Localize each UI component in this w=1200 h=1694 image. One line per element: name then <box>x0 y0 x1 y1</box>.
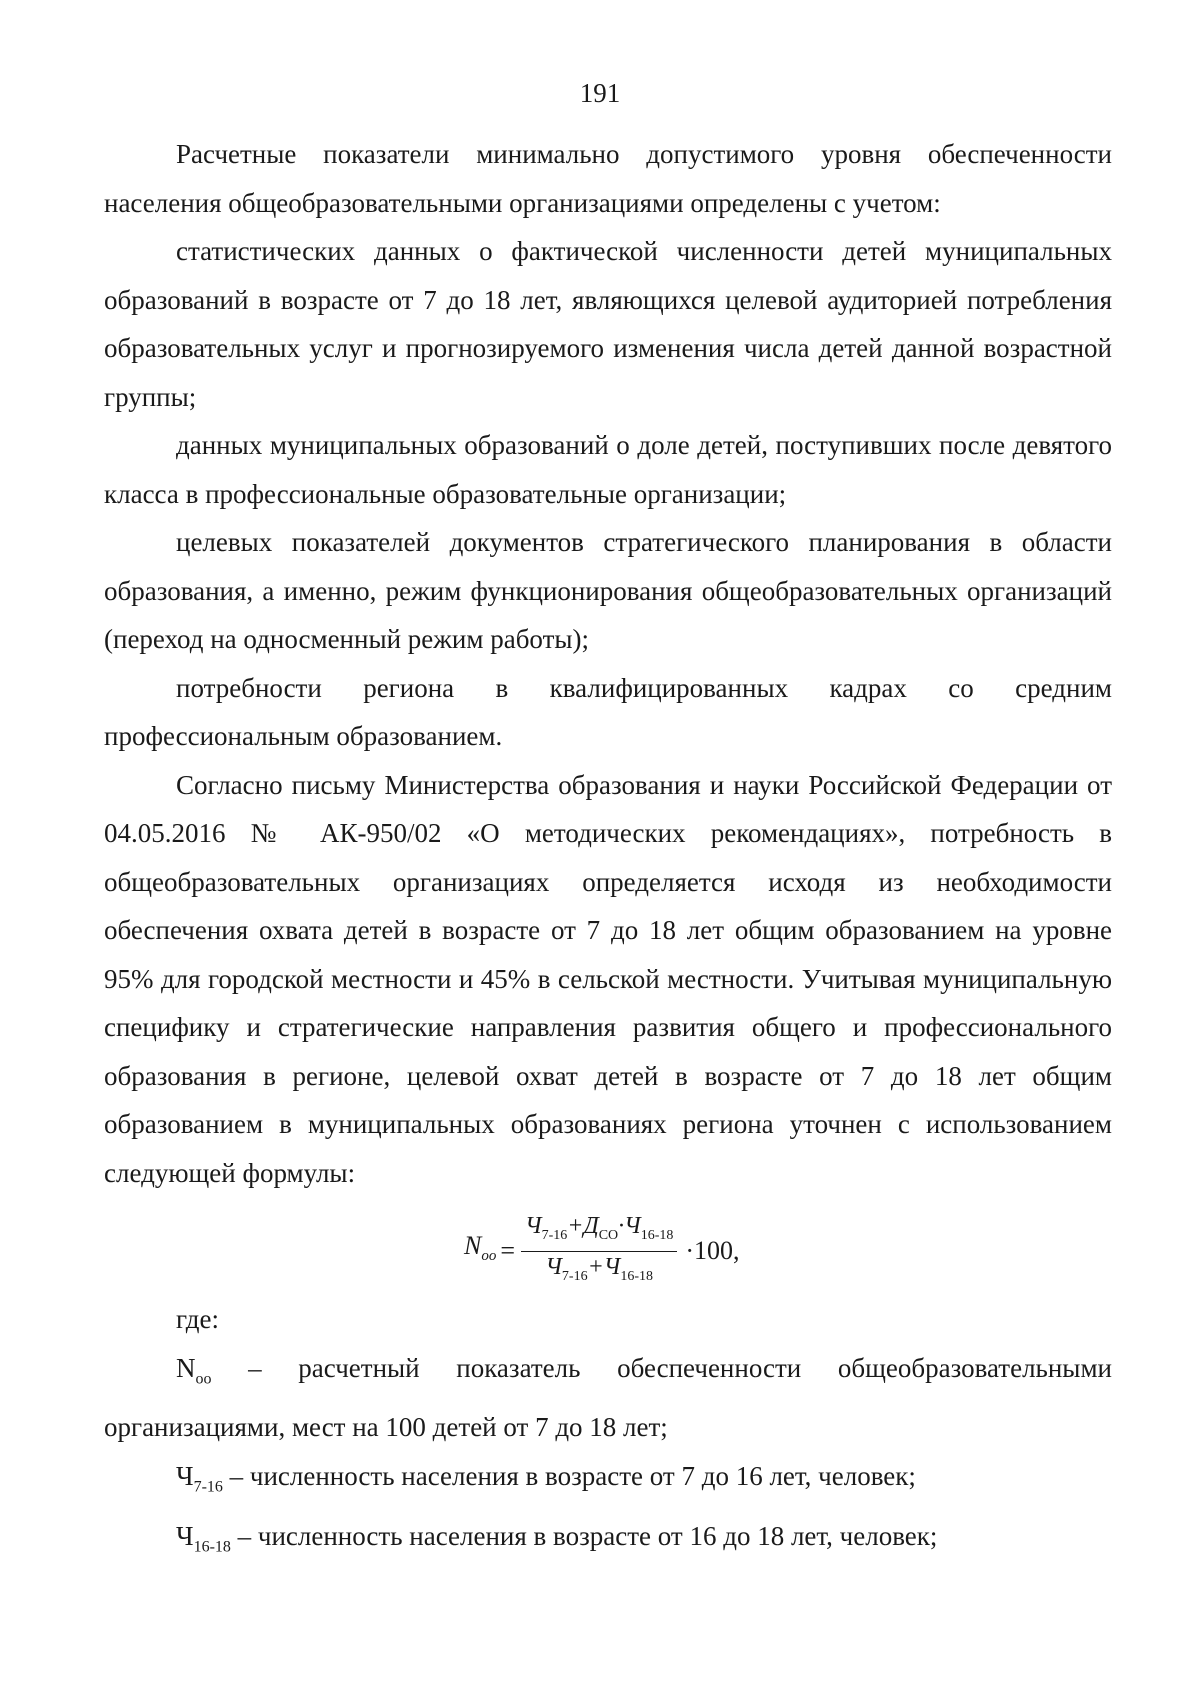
paragraph-regional-needs: потребности региона в квалифицированных кадрах со средним профессиональным образованием. <box>104 672 1112 751</box>
formula-multiplier: ·100, <box>685 1236 740 1266</box>
paragraph-intro: Расчетные показатели минимально допустимого уровня обеспеченности населения общеобразовательными организациями определены с учетом: <box>104 139 1112 218</box>
paragraph-ministry-letter: Согласно письму Министерства образования и науки Российской Федерации от 04.05.2016 № АК-950/02 «О методических рекомендациях», потребность в общеобразовательных организациях определяется исходя из необходимости обеспечения охвата детей в возрасте от 7 до 18 лет общим образованием на уровне 95% для городской местности и 45% в сельской местности. Учитывая муниципальную специфику и стратегические направления развития общего и профессионального образования в регионе, целевой охват детей в возрасте от 7 до 18 лет общим образованием в муниципальных образованиях региона уточнен с использованием следующей формулы: <box>104 769 1112 1188</box>
formula-equals: = <box>500 1236 516 1266</box>
formula-numerator: $Ч_{7-16}+Д_{CO}\cdot Ч_{16-18}$ <box>521 1211 677 1252</box>
paragraph-statistics: статистических данных о фактической численности детей муниципальных образований в возрасте от 7 до 18 лет, являющихся целевой аудиторией потребления образовательных услуг и прогнозируемого изменения числа детей данной возрастной группы; <box>104 236 1112 412</box>
definition-n-oo: $N_{oo}$ – расчетный показатель обеспеченности общеобразовательными организациями, мест на 100 детей от 7 до 18 лет; <box>104 1352 1112 1443</box>
paragraph-target-indicators: целевых показателей документов стратегического планирования в области образования, а именно, режим функционирования общеобразовательных организаций (переход на односменный режим работы); <box>104 527 1112 654</box>
formula-block <box>104 1203 1112 1295</box>
definition-ch-7-16: $Ч_{7-16}$ – численность населения в возрасте от 7 до 16 лет, человек; <box>176 1460 916 1496</box>
paragraph-municipal-data: данных муниципальных образований о доле детей, поступивших после девятого класса в профессиональные образовательные организации; <box>104 430 1112 509</box>
definition-ch-16-18: $Ч_{16-18}$ – численность населения в возрасте от 16 до 18 лет, человек; <box>176 1520 938 1556</box>
formula-lhs: $N_{oo}$ <box>464 1230 497 1265</box>
formula-fraction <box>521 1211 677 1292</box>
page-number: 191 <box>579 78 621 108</box>
where-label: где: <box>176 1304 219 1334</box>
formula-denominator: $Ч_{7-16}+Ч_{16-18}$ <box>545 1253 654 1284</box>
document-body <box>104 130 1112 1572</box>
formula <box>464 1211 740 1292</box>
